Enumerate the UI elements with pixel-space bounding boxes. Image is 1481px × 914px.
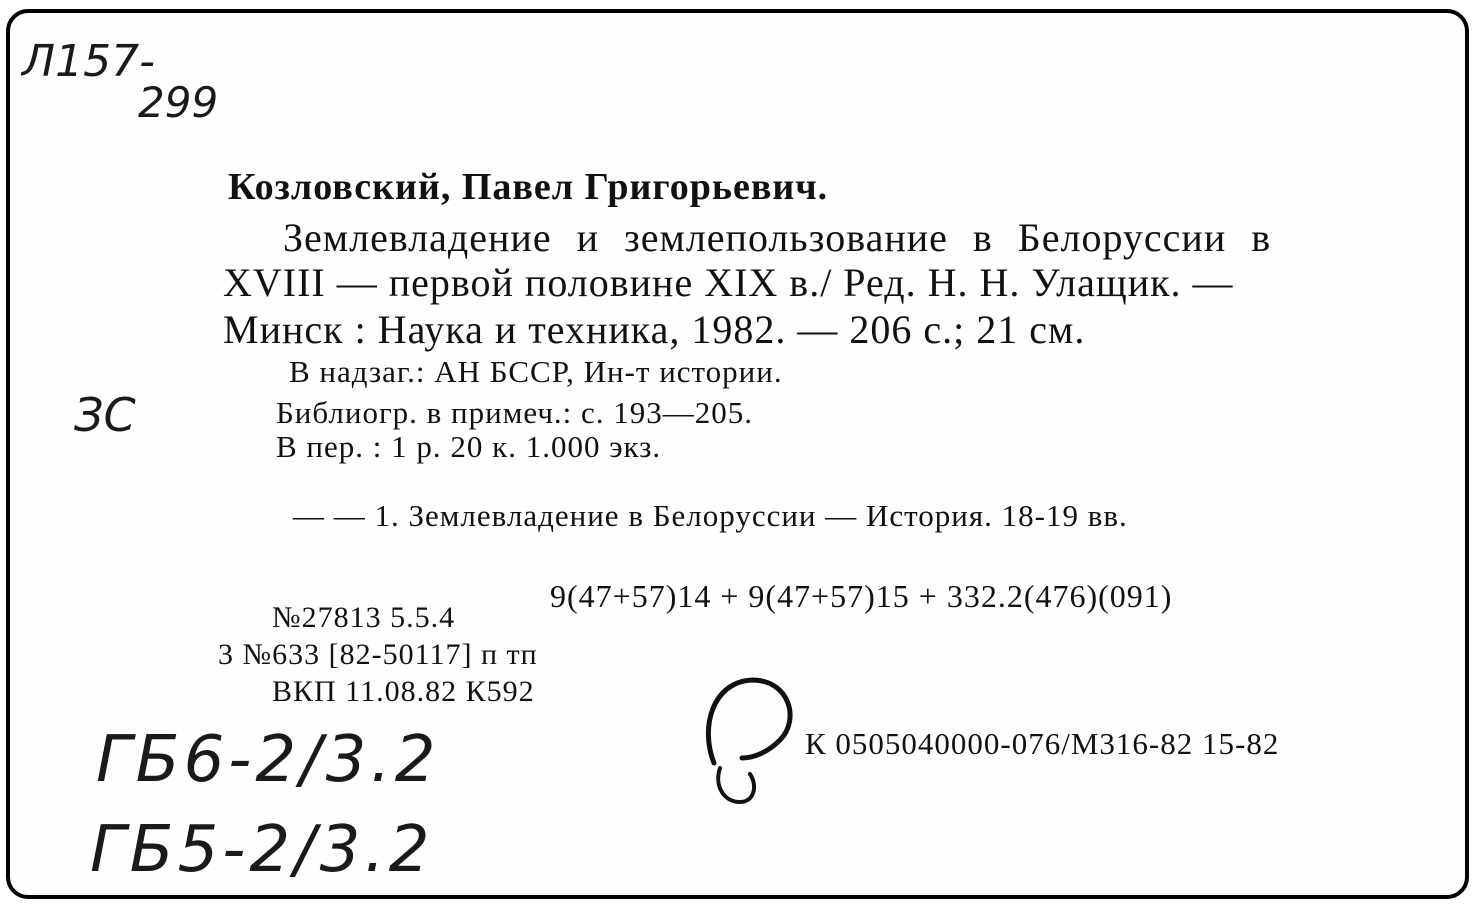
- circle-mark-icon: [696, 668, 806, 808]
- author-name: Козловский, Павел Григорьевич.: [228, 166, 829, 208]
- order-number: 3 №633 [82-50117] п тп: [218, 638, 538, 671]
- call-number-sub: 299: [138, 78, 219, 127]
- catalog-code: К 0505040000-076/М316-82 15-82: [805, 726, 1280, 761]
- classification-index: 9(47+57)14 + 9(47+57)15 + 332.2(476)(091): [550, 578, 1173, 614]
- note-price: В пер. : 1 р. 20 к. 1.000 экз.: [276, 429, 662, 464]
- handwritten-shelf-mark-1: ГБ6-2/3.2: [96, 723, 440, 797]
- vkp-stamp: ВКП 11.08.82 К592: [272, 675, 535, 708]
- subject-heading: — — 1. Землевладение в Белоруссии — История. 18-19 вв.: [293, 498, 1128, 533]
- title-line-3: Минск : Наука и техника, 1982. — 206 с.; 21 см.: [223, 307, 1086, 352]
- title-line-1: Землевладение и землепользование в Белоруссии в: [283, 215, 1272, 260]
- note-heading: В надзаг.: АН БССР, Ин-т истории.: [289, 354, 783, 389]
- call-number: Л157-: [22, 36, 155, 87]
- accession-number: №27813 5.5.4: [272, 601, 456, 634]
- note-bibliography: Библиогр. в примеч.: с. 193—205.: [276, 395, 754, 430]
- title-line-2: XVIII — первой половине XIX в./ Ред. Н. Н. Улащик. —: [223, 260, 1234, 305]
- handwritten-shelf-mark-2: ГБ5-2/3.2: [90, 813, 434, 887]
- margin-note: ЗС: [74, 388, 136, 442]
